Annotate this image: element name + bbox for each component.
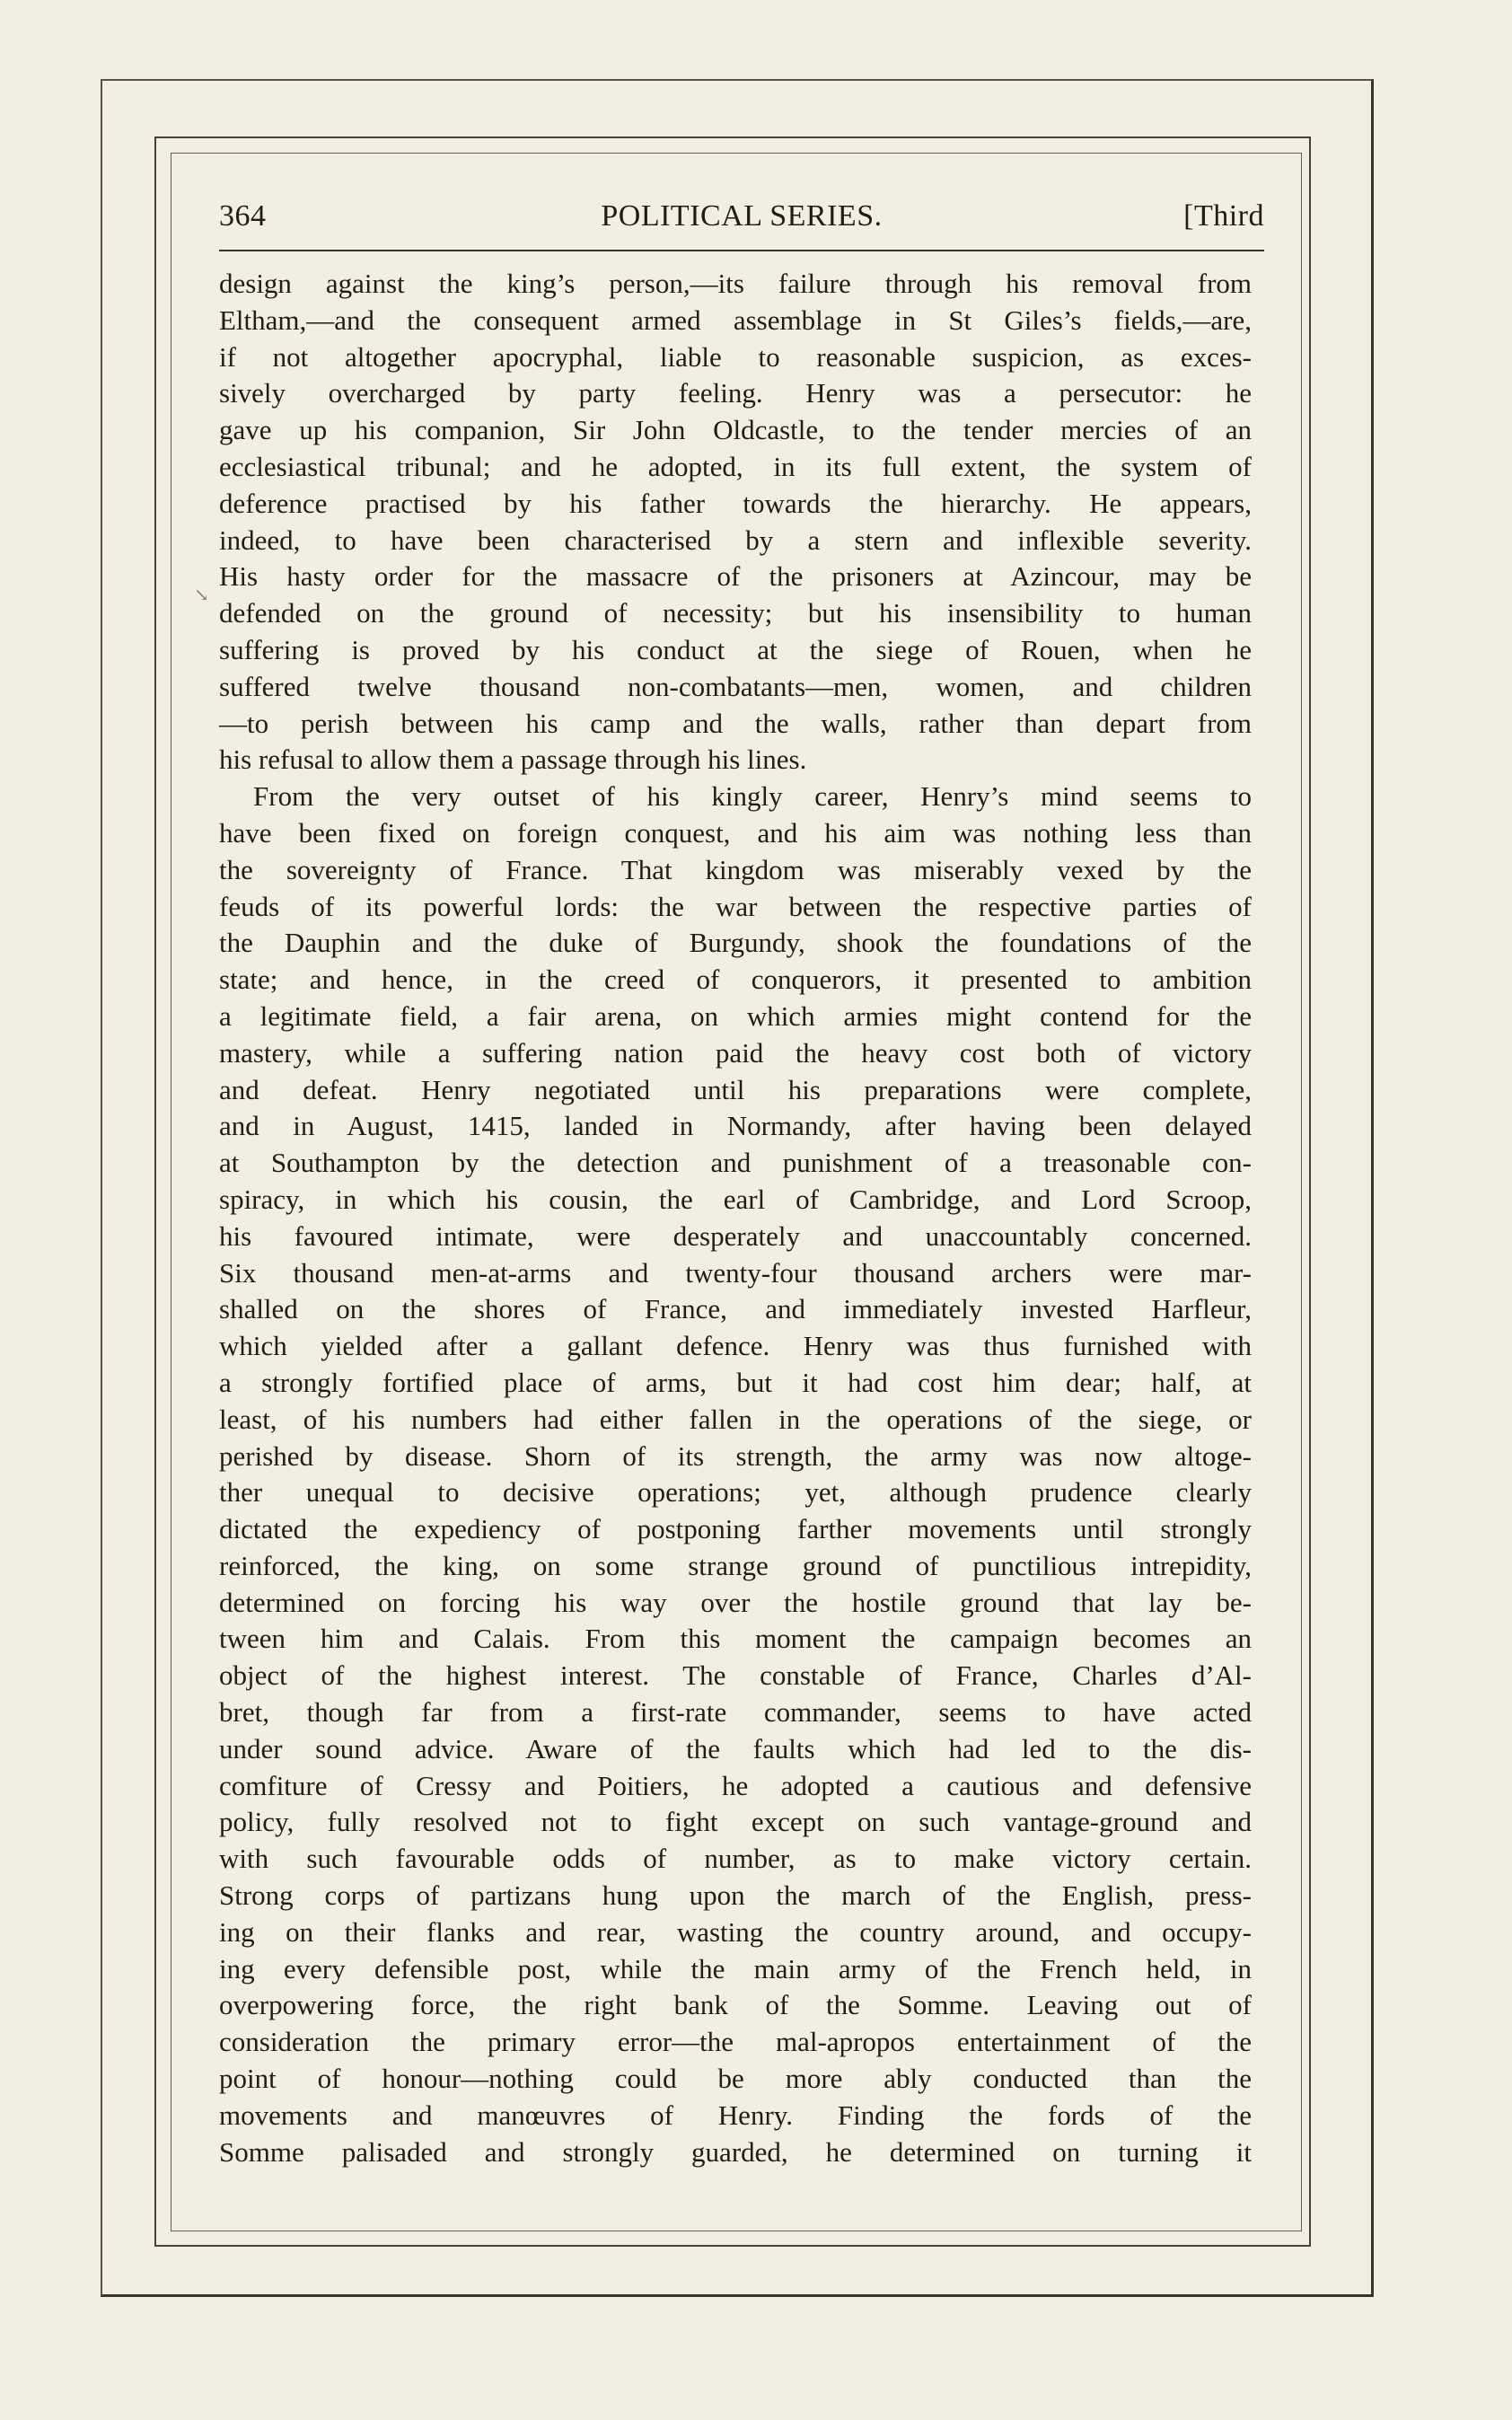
text-line: His hasty order for the massacre of the prisoners at Azincour, may be [219, 560, 1252, 593]
text-line: indeed, to have been characterised by a stern and inflexible severity. [219, 524, 1252, 556]
text-line: design against the king’s person,—its failure through his removal from [219, 268, 1252, 299]
text-line: suffering is proved by his conduct at the siege of Rouen, when he [219, 633, 1252, 665]
text-line: point of honour—nothing could be more ably conducted than the [219, 2063, 1252, 2095]
page-number: 364 [219, 199, 267, 233]
text-line: if not altogether apocryphal, liable to reasonable suspicion, as exces- [219, 340, 1252, 373]
text-line: ther unequal to decisive operations; yet, although prudence clearly [219, 1476, 1252, 1509]
header-rule [219, 250, 1264, 251]
text-line: determined on forcing his way over the hostile ground that lay be- [219, 1586, 1252, 1618]
paragraph-first-line: From the very outset of his kingly career, Henry’s mind seems to [253, 780, 1252, 813]
text-line: policy, fully resolved not to fight except on such vantage-ground and [219, 1806, 1252, 1838]
text-line: defended on the ground of necessity; but his insensibility to human [219, 597, 1252, 629]
text-line: reinforced, the king, on some strange ground of punctilious intrepidity, [219, 1549, 1252, 1581]
text-line: comfiture of Cressy and Poitiers, he adopted a cautious and defensive [219, 1769, 1252, 1801]
text-line: Eltham,—and the consequent armed assemblage in St Giles’s fields,—are, [219, 304, 1252, 336]
text-line: mastery, while a suffering nation paid the heavy cost both of victory [219, 1036, 1252, 1069]
text-line: ecclesiastical tribunal; and he adopted, in its full extent, the system of [219, 450, 1252, 482]
text-line: perished by disease. Shorn of its strength, the army was now altoge- [219, 1439, 1252, 1472]
text-line: a strongly fortified place of arms, but it had cost him dear; half, at [219, 1366, 1252, 1398]
text-line: overpowering force, the right bank of the Somme. Leaving out of [219, 1989, 1252, 2021]
text-line: suffered twelve thousand non-combatants—men, women, and children [219, 670, 1252, 702]
text-line: at Southampton by the detection and punishment of a treasonable con- [219, 1147, 1252, 1179]
text-line: consideration the primary error—the mal-apropos entertainment of the [219, 2026, 1252, 2058]
text-line: shalled on the shores of France, and immediately invested Harfleur, [219, 1293, 1252, 1325]
margin-mark: ↘ [194, 585, 209, 605]
text-line: object of the highest interest. The constable of France, Charles d’Al- [219, 1659, 1252, 1692]
text-line: his refusal to allow them a passage through his lines. [219, 744, 807, 776]
text-line: bret, though far from a first-rate commander, seems to have acted [219, 1696, 1252, 1729]
text-line: Strong corps of partizans hung upon the march of the English, press- [219, 1879, 1252, 1912]
text-line: the Dauphin and the duke of Burgundy, shook the foundations of the [219, 927, 1252, 959]
text-line: and defeat. Henry negotiated until his preparations were complete, [219, 1073, 1252, 1105]
text-line: a legitimate field, a fair arena, on which armies might contend for the [219, 999, 1252, 1032]
text-line: under sound advice. Aware of the faults which had led to the dis- [219, 1732, 1252, 1764]
text-line: tween him and Calais. From this moment the campaign becomes an [219, 1623, 1252, 1655]
running-section: [Third [1183, 199, 1264, 233]
text-line: Somme palisaded and strongly guarded, he determined on turning it [219, 2135, 1252, 2168]
text-line: least, of his numbers had either fallen in the operations of the siege, or [219, 1403, 1252, 1435]
running-title: POLITICAL SERIES. [601, 199, 883, 233]
text-line: spiracy, in which his cousin, the earl of Cambridge, and Lord Scroop, [219, 1183, 1252, 1215]
text-line: have been fixed on foreign conquest, and his aim was nothing less than [219, 816, 1252, 849]
text-line: movements and manœuvres of Henry. Finding the fords of the [219, 2099, 1252, 2131]
text-line: ing every defensible post, while the main army of the French held, in [219, 1952, 1252, 1984]
text-line: which yielded after a gallant defence. Henry was thus furnished with [219, 1330, 1252, 1362]
text-line: his favoured intimate, were desperately and unaccountably concerned. [219, 1219, 1252, 1252]
text-line: with such favourable odds of number, as to make victory certain. [219, 1843, 1252, 1875]
text-line: deference practised by his father towards the hierarchy. He appears, [219, 487, 1252, 519]
text-line: and in August, 1415, landed in Normandy, after having been delayed [219, 1110, 1252, 1142]
text-line: —to perish between his camp and the walls, rather than depart from [219, 707, 1252, 739]
text-line: ing on their flanks and rear, wasting the country around, and occupy- [219, 1915, 1252, 1948]
text-line: Six thousand men-at-arms and twenty-four thousand archers were mar- [219, 1256, 1252, 1289]
text-line: the sovereignty of France. That kingdom was miserably vexed by the [219, 853, 1252, 885]
text-line: gave up his companion, Sir John Oldcastle, to the tender mercies of an [219, 414, 1252, 446]
body-text [219, 266, 1252, 2170]
running-header [219, 199, 1264, 244]
text-line: state; and hence, in the creed of conquerors, it presented to ambition [219, 964, 1252, 996]
text-line: dictated the expediency of postponing farther movements until strongly [219, 1513, 1252, 1545]
text-line: feuds of its powerful lords: the war between the respective parties of [219, 890, 1252, 922]
text-line: sively overcharged by party feeling. Henry was a persecutor: he [219, 377, 1252, 409]
